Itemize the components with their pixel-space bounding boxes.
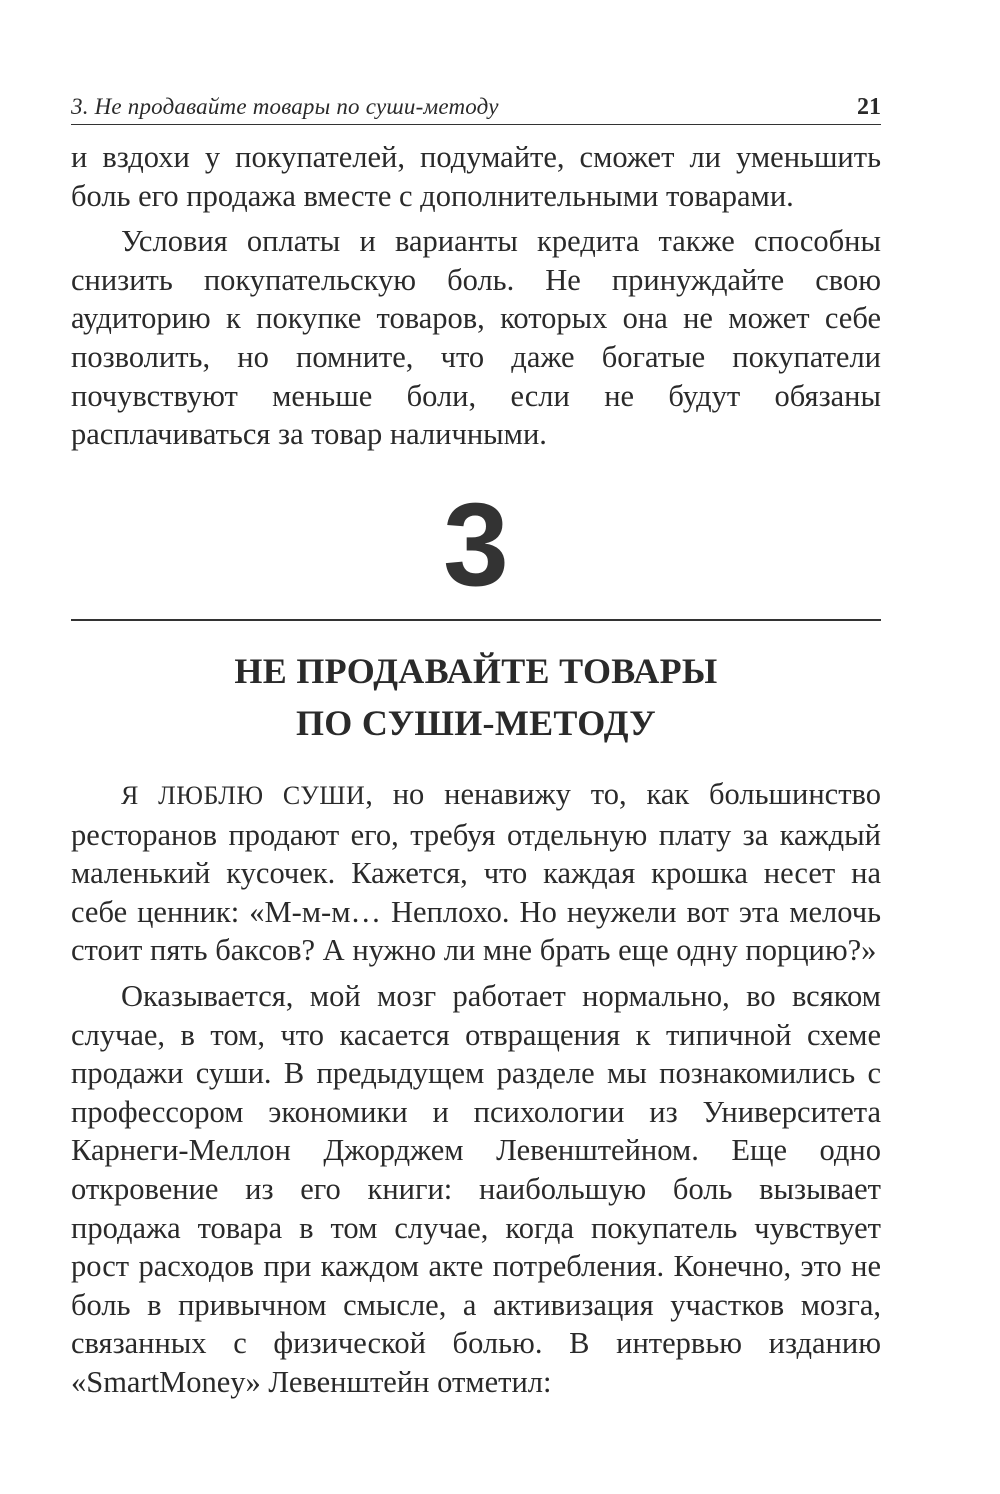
chapter-title-line: ПО СУШИ-МЕТОДУ: [295, 703, 657, 743]
running-header: [71, 88, 881, 125]
paragraph-text: , но ненавижу то, как большинство ресторанов продают его, требуя отдельную плату за каждый маленький кусочек. Кажется, что каждая крошка несет на себе ценник: «М-м-м… Неплохо. Но неужели вот эта мелочь стоит пять баксов? А нужно ли мне брать еще одну порцию?»: [71, 777, 881, 968]
paragraph: Условия оплаты и варианты кредита также способны снизить покупательскую боль. Не принуждайте свою аудиторию к покупке товаров, которых она не может себе позволить, но помните, что даже богатые покупатели почувствуют меньше боли, если не будут обязаны расплачиваться за товар наличными.: [71, 224, 881, 452]
chapter-title-line: НЕ ПРОДАВАЙТЕ ТОВАРЫ: [234, 651, 718, 691]
paragraph: [71, 775, 881, 970]
paragraph: Оказывается, мой мозг работает нормально, во всяком случае, в том, что касается отвращения к типичной схеме продажи суши. В предыдущем разделе мы познакомились с профессором экономики и психологии из Университета Карнеги-Меллон Джорджем Левенштейном. Еще одно откровение из его книги: наибольшую боль вызывает продажа товара в том случае, когда покупатель чувствует рост расходов при каждом акте потребления. Конечно, это не боль в привычном смысле, а активизация участков мозга, связанных с физической болью. В интервью изданию «SmartMoney» Левенштейн отметил:: [71, 978, 881, 1399]
page-number: 21: [857, 94, 881, 120]
running-title: 3. Не продавайте товары по суши-методу: [71, 94, 499, 119]
continued-text: [71, 138, 881, 454]
chapter-divider: [71, 619, 881, 621]
chapter-title: [71, 645, 881, 749]
chapter-number: 3: [443, 479, 509, 611]
paragraph: и вздохи у покупателей, подумайте, сможет ли уменьшить боль его продажа вместе с дополнительными товарами.: [71, 140, 881, 213]
chapter-body: [71, 775, 881, 1402]
lead-in-text: Я ЛЮБЛЮ СУШИ: [121, 781, 366, 810]
